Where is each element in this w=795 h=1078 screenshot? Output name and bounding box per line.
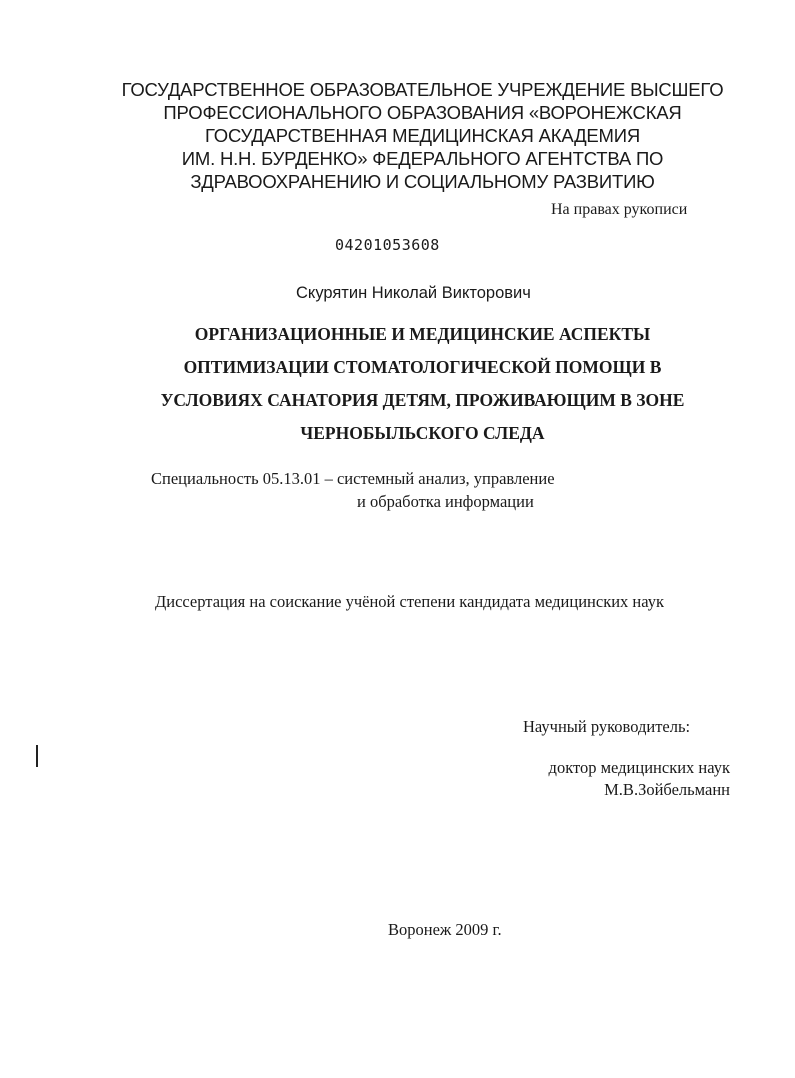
title-line: ОПТИМИЗАЦИИ СТОМАТОЛОГИЧЕСКОЙ ПОМОЩИ В (183, 357, 662, 377)
margin-mark (36, 745, 38, 767)
title-line: ЧЕРНОБЫЛЬСКОГО СЛЕДА (300, 423, 545, 443)
title-line: ОРГАНИЗАЦИОННЫЕ И МЕДИЦИНСКИЕ АСПЕКТЫ (194, 324, 651, 344)
advisor-name: М.В.Зойбельманн (604, 780, 730, 799)
institution-header (60, 78, 785, 193)
author-name: Скурятин Николай Викторович (296, 284, 531, 302)
manuscript-note: На правах рукописи (551, 201, 688, 218)
institution-line: ИМ. Н.Н. БУРДЕНКО» ФЕДЕРАЛЬНОГО АГЕНТСТВА ПО (181, 148, 664, 169)
dissertation-title (60, 318, 785, 450)
catalog-code: 04201053608 (335, 236, 440, 254)
title-line: УСЛОВИЯХ САНАТОРИЯ ДЕТЯМ, ПРОЖИВАЮЩИМ В ЗОНЕ (160, 390, 685, 410)
specialty-line-2: и обработка информации (357, 492, 534, 511)
institution-line: ЗДРАВООХРАНЕНИЮ И СОЦИАЛЬНОМУ РАЗВИТИЮ (190, 171, 655, 192)
institution-line: ГОСУДАРСТВЕННАЯ МЕДИЦИНСКАЯ АКАДЕМИЯ (204, 125, 641, 146)
dissertation-statement: Диссертация на соискание учёной степени кандидата медицинских наук (155, 592, 664, 611)
institution-line: ГОСУДАРСТВЕННОЕ ОБРАЗОВАТЕЛЬНОЕ УЧРЕЖДЕНИЕ ВЫСШЕГО (121, 79, 724, 100)
advisor-degree: доктор медицинских наук (548, 758, 730, 777)
advisor-label: Научный руководитель: (523, 717, 691, 736)
city-year: Воронеж 2009 г. (388, 920, 502, 939)
institution-line: ПРОФЕССИОНАЛЬНОГО ОБРАЗОВАНИЯ «ВОРОНЕЖСКАЯ (163, 102, 682, 123)
specialty-line-1: Специальность 05.13.01 – системный анализ, управление (151, 469, 555, 488)
